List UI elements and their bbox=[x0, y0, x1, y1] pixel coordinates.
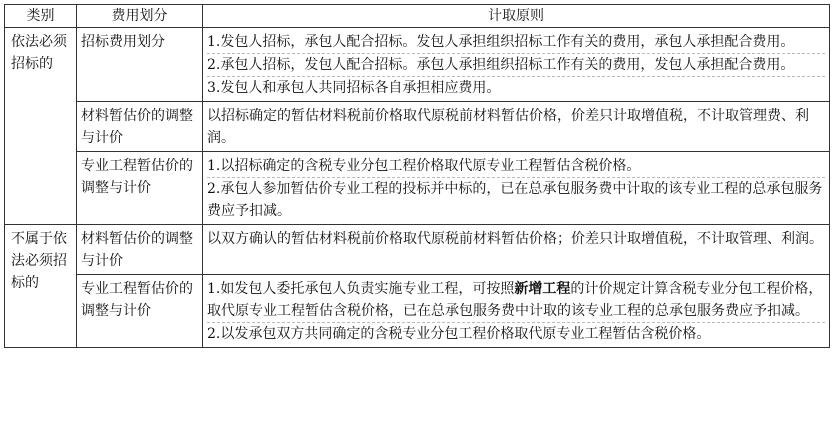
header-division: 费用划分 bbox=[77, 5, 203, 28]
principle-item: 3.发包人和承包人共同招标各自承担相应费用。 bbox=[207, 76, 825, 99]
principle-item: 2.承包人招标，发包人配合招标。承包人承担组织招标工作有关的费用，发包人承担配合费用。 bbox=[207, 53, 825, 76]
division-cell: 专业工程暂估价的调整与计价 bbox=[77, 275, 203, 348]
principle-cell bbox=[203, 28, 830, 102]
division-cell: 招标费用划分 bbox=[77, 28, 203, 102]
principle-cell bbox=[203, 275, 830, 348]
table-row bbox=[5, 275, 830, 348]
category-cell: 依法必须招标的 bbox=[5, 28, 77, 225]
category-cell: 不属于依法必须招标的 bbox=[5, 225, 77, 348]
header-category: 类别 bbox=[5, 5, 77, 28]
item-text: 的计价规定计算含税专业分包工程价格，取代原专业工程暂估含税价格，已在总承包服务费中计取的该专业工程的总承包服务费应予扣减。 bbox=[207, 281, 823, 319]
principle-item: 1.以招标确定的含税专业分包工程价格取代原专业工程暂估含税价格。 bbox=[207, 158, 641, 174]
division-cell: 材料暂估价的调整与计价 bbox=[77, 225, 203, 275]
principle-cell bbox=[203, 102, 830, 152]
table-row bbox=[5, 28, 830, 102]
table-row bbox=[5, 102, 830, 152]
principle-item: 以双方确认的暂估材料税前价格取代原税前材料暂估价格；价差只计取增值税，不计取管理、利润。 bbox=[207, 231, 823, 247]
principle-item: 以招标确定的暂估材料税前价格取代原税前材料暂估价格，价差只计取增值税，不计取管理费、利润。 bbox=[207, 108, 809, 146]
item-bold-text: 新增工程 bbox=[514, 281, 571, 297]
principle-item: 2.承包人参加暂估价专业工程的投标并中标的，已在总承包服务费中计取的该专业工程的总承包服务费应予扣减。 bbox=[207, 177, 825, 222]
item-text: 1.如发包人委托承包人负责实施专业工程，可按照 bbox=[207, 281, 515, 297]
table-row bbox=[5, 225, 830, 275]
header-principle: 计取原则 bbox=[203, 5, 830, 28]
principle-item bbox=[207, 278, 825, 322]
table-header-row bbox=[5, 5, 830, 28]
principle-item: 2.以发承包双方共同确定的含税专业分包工程价格取代原专业工程暂估含税价格。 bbox=[207, 322, 825, 345]
principle-cell bbox=[203, 225, 830, 275]
principle-item: 1.发包人招标，承包人配合招标。发包人承担组织招标工作有关的费用，承包人承担配合费用。 bbox=[207, 34, 795, 50]
table-row bbox=[5, 152, 830, 225]
division-cell: 专业工程暂估价的调整与计价 bbox=[77, 152, 203, 225]
cost-principle-table bbox=[4, 4, 830, 348]
principle-cell bbox=[203, 152, 830, 225]
division-cell: 材料暂估价的调整与计价 bbox=[77, 102, 203, 152]
